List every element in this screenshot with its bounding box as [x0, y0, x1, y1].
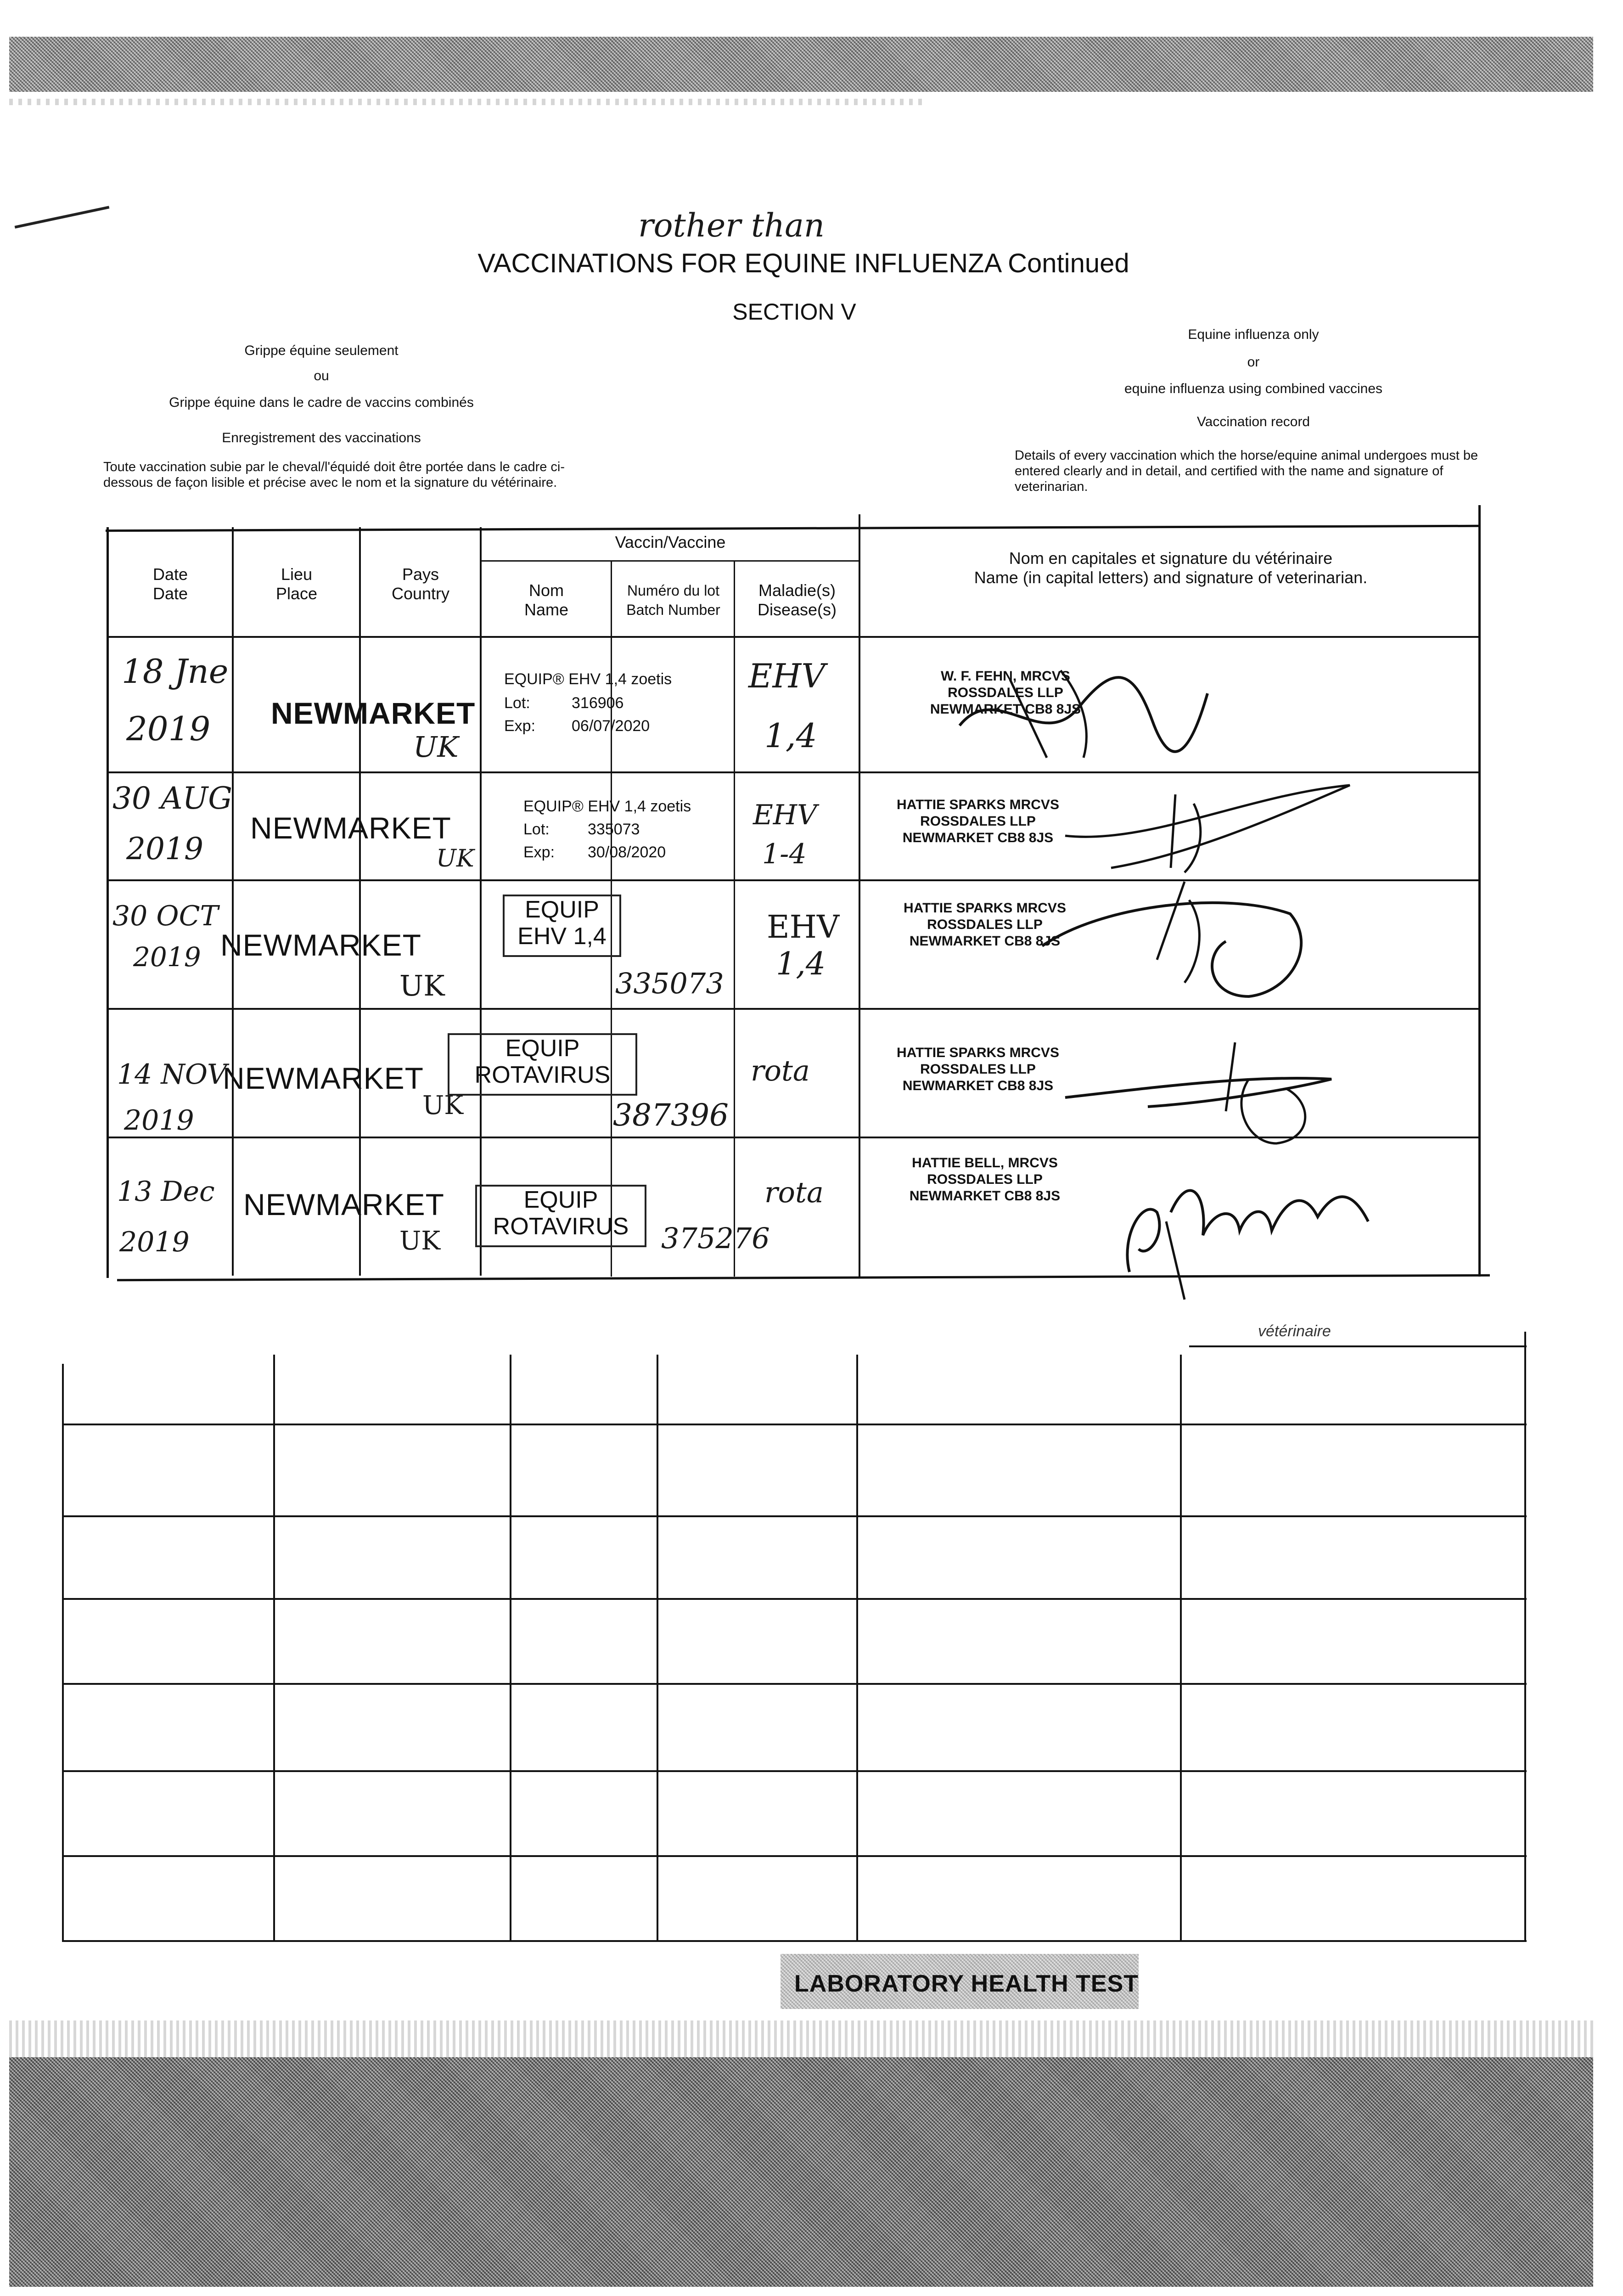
row-lot-number: 335073 — [588, 821, 640, 838]
row-date-line1: 30 AUG — [112, 781, 232, 816]
row-place: NEWMARKET — [220, 928, 421, 962]
row-disease-line2: 1-4 — [762, 838, 807, 870]
row-sep-1 — [107, 771, 1479, 773]
header-date: Date Date — [152, 565, 188, 603]
header-place: Lieu Place — [275, 565, 318, 603]
signature-mark — [1102, 1157, 1387, 1304]
col-sep-1 — [232, 527, 234, 1276]
row-lot-label: Lot: — [523, 821, 550, 838]
col-sep-2 — [359, 527, 361, 1276]
row-vaccine-stamp: EQUIP EHV 1,4 — [503, 895, 621, 957]
lower-line — [62, 1683, 1527, 1685]
row-vet-stamp: HATTIE BELL, MRCVS ROSSDALES LLP NEWMARKET CB8 8JS — [909, 1155, 1061, 1204]
row-vet-stamp: W. F. FEHN, MRCVS ROSSDALES LLP NEWMARKET CB8 8JS — [930, 669, 1081, 717]
lower-col — [1180, 1355, 1182, 1940]
lower-table-cut-header: vétérinaire — [1258, 1322, 1331, 1340]
lower-line — [62, 1855, 1527, 1857]
row-place: NEWMARKET — [271, 696, 476, 730]
row-lot-label: Lot: — [504, 694, 530, 712]
lower-col — [510, 1355, 511, 1940]
right-line-4: Vaccination record — [1196, 414, 1310, 429]
row-country: UK — [413, 730, 459, 764]
row-date-line1: 14 NOV — [117, 1058, 227, 1091]
right-line-1: Equine influenza only — [1188, 327, 1319, 342]
row-vet-stamp: HATTIE SPARKS MRCVS ROSSDALES LLP NEWMARKET CB8 8JS — [904, 900, 1066, 949]
left-paragraph: Toute vaccination subie par le cheval/l'équidé doit être portée dans le cadre ci-dessous de façon lisible et précise avec le nom et la signature du vétérinaire. — [103, 460, 565, 490]
margin-pen-stroke — [15, 206, 110, 229]
lower-line — [62, 1940, 1527, 1942]
row-vet-stamp: HATTIE SPARKS MRCVS ROSSDALES LLP NEWMARKET CB8 8JS — [897, 797, 1059, 845]
bottom-scan-band — [9, 2057, 1593, 2287]
row-exp-label: Exp: — [504, 717, 536, 735]
row-place: NEWMARKET — [250, 811, 451, 845]
table-border-right — [1478, 505, 1481, 1277]
header-name: Nom Name — [524, 581, 569, 619]
row-disease-line2: 1,4 — [776, 946, 826, 982]
lower-col — [856, 1355, 858, 1940]
lower-line — [62, 1770, 1527, 1772]
top-scan-streak — [9, 99, 927, 105]
row-date-line2: 2019 — [126, 709, 211, 748]
left-line-4: Enregistrement des vaccinations — [222, 430, 421, 445]
row-disease-line1: EHV — [767, 909, 840, 945]
row-vet-stamp: HATTIE SPARKS MRCVS ROSSDALES LLP NEWMARKET CB8 8JS — [897, 1045, 1059, 1093]
row-batch: 387396 — [613, 1097, 729, 1133]
lower-col — [62, 1364, 64, 1940]
header-vet: Nom en capitales et signature du vétérinaire Name (in capital letters) and signature of veterinarian. — [974, 549, 1368, 587]
left-line-1: Grippe équine seulement — [244, 343, 399, 358]
lower-col — [1524, 1332, 1526, 1940]
row-country: UK — [399, 1226, 441, 1256]
col-sep-3 — [480, 527, 482, 1276]
bottom-scan-dots — [9, 2020, 1593, 2057]
header-vaccine-group: Vaccin/Vaccine — [615, 533, 726, 551]
handwritten-insert: rother than — [638, 207, 825, 244]
row-exp-label: Exp: — [523, 844, 555, 861]
row-place: NEWMARKET — [223, 1061, 424, 1095]
section-label: SECTION V — [732, 299, 856, 325]
header-disease: Maladie(s) Disease(s) — [757, 581, 837, 619]
row-country: UK — [399, 969, 445, 1002]
row-sep-header — [107, 636, 1479, 638]
table-border-top — [106, 525, 1478, 532]
row-date-line1: 18 Jne — [122, 652, 229, 691]
signature-mark — [1056, 776, 1377, 882]
row-vaccine-name: EQUIP® EHV 1,4 zoetis — [523, 798, 691, 815]
signature-mark — [1033, 872, 1318, 1010]
lab-banner-label: LABORATORY HEALTH TEST — [794, 1970, 1139, 1997]
lower-line — [62, 1598, 1527, 1600]
row-exp-date: 06/07/2020 — [572, 717, 650, 735]
col-sep-6 — [859, 514, 860, 1277]
row-date-line1: 30 OCT — [112, 900, 219, 932]
row-vaccine-stamp: EQUIP ROTAVIRUS — [475, 1185, 646, 1247]
col-sep-5 — [734, 560, 735, 1277]
row-disease-line1: EHV — [748, 657, 826, 695]
row-vaccine-stamp: EQUIP ROTAVIRUS — [448, 1033, 637, 1096]
table-border-left — [107, 527, 109, 1278]
lower-line — [62, 1515, 1527, 1517]
header-batch: Numéro du lot Batch Number — [626, 582, 720, 618]
row-date-line2: 2019 — [119, 1226, 190, 1258]
lower-line — [1189, 1345, 1527, 1347]
signature-mark — [941, 652, 1217, 771]
row-date-line2: 2019 — [126, 831, 203, 867]
row-disease-line1: EHV — [753, 799, 817, 831]
row-batch: 335073 — [615, 967, 724, 1000]
row-exp-date: 30/08/2020 — [588, 844, 666, 861]
right-paragraph: Details of every vaccination which the horse/equine animal undergoes must be entered clearly and in detail, and certified with the name and signature of veterinarian. — [1015, 448, 1478, 494]
left-line-2: ou — [314, 368, 329, 383]
row-place: NEWMARKET — [243, 1187, 444, 1221]
left-line-3: Grippe équine dans le cadre de vaccins combinés — [169, 395, 474, 410]
row-date-line2: 2019 — [124, 1104, 194, 1137]
row-batch: 375276 — [661, 1221, 770, 1255]
row-disease-line1: rota — [751, 1054, 810, 1087]
top-scan-band — [9, 37, 1593, 92]
row-vaccine-name: EQUIP® EHV 1,4 zoetis — [504, 670, 672, 688]
lower-col — [273, 1355, 275, 1940]
row-disease-line1: rota — [764, 1176, 824, 1209]
vaccine-group-underline — [480, 560, 859, 562]
header-country: Pays Country — [391, 565, 450, 603]
right-line-2: or — [1247, 355, 1260, 370]
row-disease-line2: 1,4 — [764, 716, 817, 755]
row-country: UK — [436, 845, 474, 872]
signature-mark — [1056, 1033, 1341, 1153]
page-title: VACCINATIONS FOR EQUINE INFLUENZA Continued — [477, 248, 1129, 278]
row-date-line2: 2019 — [133, 941, 201, 973]
lower-line — [62, 1424, 1527, 1425]
right-line-3: equine influenza using combined vaccines — [1124, 381, 1383, 396]
row-lot-number: 316906 — [572, 694, 624, 712]
row-country: UK — [422, 1091, 464, 1120]
row-date-line1: 13 Dec — [117, 1176, 215, 1208]
lower-col — [657, 1355, 658, 1940]
